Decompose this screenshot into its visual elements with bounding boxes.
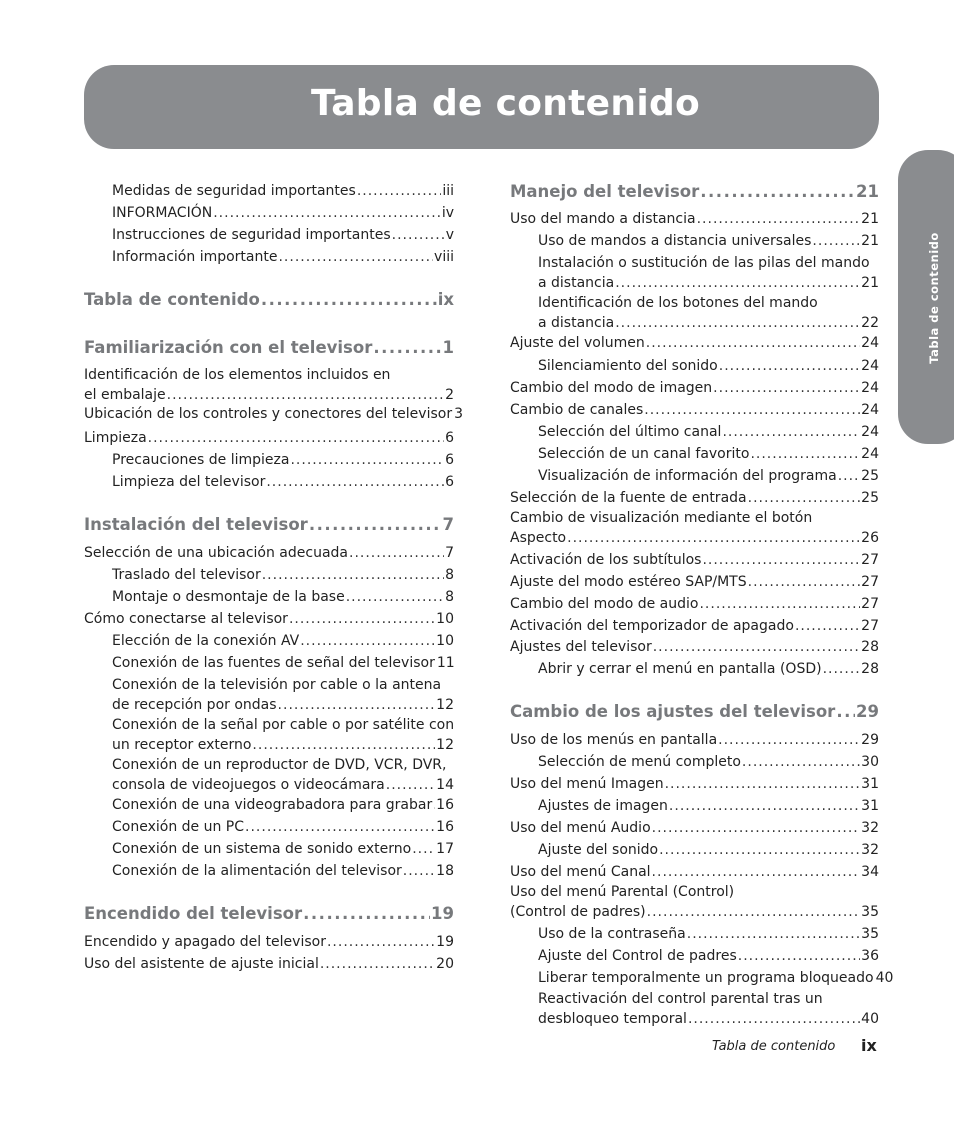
toc-entry[interactable] xyxy=(538,990,879,1029)
dot-leader xyxy=(738,947,860,967)
toc-entry-title: Selección de un canal favorito xyxy=(538,446,750,462)
toc-page-number: 6 xyxy=(445,452,454,468)
toc-entry-title: Conexión de la señal por cable o por satélite con xyxy=(112,717,455,733)
toc-entry-title: Uso de los menús en pantalla xyxy=(510,732,718,748)
toc-page-number: 2 xyxy=(445,386,454,403)
toc-page-number: 31 xyxy=(861,776,879,792)
dot-leader xyxy=(261,290,437,310)
toc-entry[interactable] xyxy=(510,595,879,615)
toc-entry[interactable] xyxy=(510,775,879,795)
toc-entry-title: Ajuste del modo estéreo SAP/MTS xyxy=(510,574,747,590)
toc-entry-title: Ajuste del Control de padres xyxy=(538,948,737,964)
toc-entry-title: Familiarización con el televisor xyxy=(84,338,373,357)
toc-page-number: 40 xyxy=(861,1010,879,1027)
toc-entry-title: Instrucciones de seguridad importantes xyxy=(112,227,391,243)
toc-section-heading[interactable] xyxy=(84,515,454,535)
toc-entry-title: Instalación o sustitución de las pilas del mando xyxy=(538,255,870,271)
toc-entry-title: Cambio del modo de imagen xyxy=(510,380,713,396)
toc-page-number: 27 xyxy=(861,552,879,568)
dot-leader xyxy=(669,797,860,817)
toc-page-number: 40 xyxy=(875,970,894,986)
dot-leader xyxy=(748,489,861,509)
toc-page-number: 7 xyxy=(445,545,454,561)
toc-entry-title: INFORMACIÓN xyxy=(112,205,213,221)
toc-entry[interactable] xyxy=(112,676,454,715)
dot-leader xyxy=(659,841,860,861)
toc-entry[interactable] xyxy=(84,366,454,405)
dot-leader xyxy=(722,423,860,443)
toc-page-number: iv xyxy=(441,205,454,221)
toc-entry[interactable] xyxy=(112,451,454,471)
dot-leader xyxy=(320,955,435,975)
toc-entry-title-continued: un receptor externo xyxy=(112,736,252,753)
toc-page-number: 6 xyxy=(445,474,454,490)
dot-leader xyxy=(346,588,444,608)
dot-leader xyxy=(748,573,861,593)
toc-entry-title: Medidas de seguridad importantes xyxy=(112,183,356,199)
toc-entry-title: Uso de mandos a distancia universales xyxy=(538,233,812,249)
toc-entry[interactable] xyxy=(112,182,454,202)
toc-entry-title: Ajustes de imagen xyxy=(538,798,668,814)
toc-page-number: 25 xyxy=(861,490,879,506)
footer-page-number: ix xyxy=(861,1036,877,1055)
toc-entry-title: Traslado del televisor xyxy=(112,567,261,583)
toc-entry-title: Selección de menú completo xyxy=(538,754,741,770)
toc-page-number: 35 xyxy=(861,926,879,942)
toc-entry-title: Montaje o desmontaje de la base xyxy=(112,589,345,605)
dot-leader xyxy=(262,566,444,586)
dot-leader xyxy=(652,863,861,883)
toc-entry-title: Información importante xyxy=(112,249,278,265)
toc-page-number: 3 xyxy=(454,406,464,422)
dot-leader xyxy=(290,451,444,471)
toc-entry[interactable] xyxy=(84,933,454,953)
toc-page-number: 21 xyxy=(861,274,879,291)
dot-leader xyxy=(386,776,435,796)
toc-entry-title: Selección del último canal xyxy=(538,424,722,440)
toc-entry-title: Identificación de los elementos incluidos en xyxy=(84,367,391,383)
toc-entry[interactable] xyxy=(538,467,879,487)
toc-entry[interactable] xyxy=(112,226,454,246)
dot-leader xyxy=(615,314,860,334)
dot-leader xyxy=(213,204,441,224)
toc-entry-title: Uso del menú Imagen xyxy=(510,776,664,792)
dot-leader xyxy=(309,515,442,535)
dot-leader xyxy=(252,736,435,756)
side-section-tab xyxy=(898,150,954,444)
dot-leader xyxy=(688,1010,860,1030)
toc-entry-title: Limpieza del televisor xyxy=(112,474,266,490)
toc-page-number: 28 xyxy=(861,661,879,677)
toc-entry-title: Conexión de las fuentes de señal del televisor xyxy=(112,655,435,671)
toc-entry[interactable] xyxy=(510,617,879,637)
toc-page-number: 14 xyxy=(436,776,454,793)
dot-leader xyxy=(357,182,442,202)
toc-entry[interactable] xyxy=(510,863,879,883)
toc-entry[interactable] xyxy=(84,955,454,975)
toc-entry[interactable] xyxy=(510,379,879,399)
dot-leader xyxy=(647,903,861,923)
toc-entry-title: Conexión de una videograbadora para grabar xyxy=(112,797,433,813)
toc-entry-title: Uso del menú Parental (Control) xyxy=(510,884,735,900)
toc-entry[interactable] xyxy=(112,204,454,224)
toc-page-number: 10 xyxy=(436,633,454,649)
toc-entry-title: Activación del temporizador de apagado xyxy=(510,618,794,634)
toc-entry[interactable] xyxy=(538,445,879,465)
dot-leader xyxy=(327,933,435,953)
toc-section-heading[interactable] xyxy=(84,904,454,924)
toc-page-number: 16 xyxy=(436,797,454,813)
toc-entry-title: Encendido del televisor xyxy=(84,904,303,923)
toc-entry[interactable] xyxy=(84,429,454,449)
toc-page-number: 24 xyxy=(861,446,879,462)
dot-leader xyxy=(245,818,435,838)
toc-page-number: 26 xyxy=(861,529,879,546)
toc-entry-title: Tabla de contenido xyxy=(84,290,260,309)
toc-entry[interactable] xyxy=(538,423,879,443)
toc-entry-title: Cambio de canales xyxy=(510,402,644,418)
toc-entry[interactable] xyxy=(84,544,454,564)
toc-entry-title-continued: a distancia xyxy=(538,314,615,331)
toc-entry-title: Conexión de la alimentación del televisor xyxy=(112,863,402,879)
dot-leader xyxy=(702,551,860,571)
toc-entry[interactable] xyxy=(538,294,879,333)
toc-entry-title: Ajustes del televisor xyxy=(510,639,652,655)
toc-entry-title-continued: Aspecto xyxy=(510,529,567,546)
toc-entry-title-continued: (Control de padres) xyxy=(510,903,646,920)
toc-section-heading[interactable] xyxy=(84,338,454,358)
dot-leader xyxy=(742,753,860,773)
toc-entry-title-continued: a distancia xyxy=(538,274,615,291)
toc-entry-title: Activación de los subtítulos xyxy=(510,552,702,568)
toc-entry[interactable] xyxy=(112,632,454,652)
toc-section-heading[interactable] xyxy=(510,702,879,722)
dot-leader xyxy=(823,660,861,680)
toc-page-number: 34 xyxy=(861,864,879,880)
toc-entry[interactable] xyxy=(112,862,454,882)
dot-leader xyxy=(718,731,860,751)
toc-entry-title-continued: el embalaje xyxy=(84,386,166,403)
toc-entry[interactable] xyxy=(112,654,454,674)
toc-page-number: 22 xyxy=(861,314,879,331)
toc-entry[interactable] xyxy=(510,819,879,839)
toc-page-number: 28 xyxy=(861,639,879,655)
toc-entry-title: Manejo del televisor xyxy=(510,182,700,201)
footer-section-title: Tabla de contenido xyxy=(712,1039,836,1054)
toc-page-number: 24 xyxy=(861,335,879,351)
toc-entry[interactable] xyxy=(112,588,454,608)
toc-entry-title-continued: de recepción por ondas xyxy=(112,696,277,713)
dot-leader xyxy=(699,595,860,615)
toc-entry-title: Conexión de la televisión por cable o la antena xyxy=(112,677,442,693)
toc-entry[interactable] xyxy=(112,840,454,860)
toc-entry[interactable] xyxy=(510,551,879,571)
dot-leader xyxy=(403,862,435,882)
toc-page-number: 19 xyxy=(436,934,454,950)
dot-leader xyxy=(392,226,445,246)
toc-page-number: 27 xyxy=(861,618,879,634)
toc-page-number: 27 xyxy=(861,574,879,590)
toc-page-number: 7 xyxy=(442,515,454,534)
toc-entry[interactable] xyxy=(84,610,454,630)
toc-page-number: viii xyxy=(434,249,454,265)
toc-entry-title: Selección de la fuente de entrada xyxy=(510,490,747,506)
toc-entry[interactable] xyxy=(538,753,879,773)
toc-entry-title: Reactivación del control parental tras un xyxy=(538,991,823,1007)
dot-leader xyxy=(644,401,860,421)
dot-leader xyxy=(812,232,860,252)
dot-leader xyxy=(615,274,860,294)
toc-section-heading[interactable] xyxy=(84,290,454,310)
dot-leader xyxy=(300,632,435,652)
toc-entry[interactable] xyxy=(510,638,879,658)
toc-entry-title: Liberar temporalmente un programa bloqueado xyxy=(538,970,874,986)
toc-entry-title: Elección de la conexión AV xyxy=(112,633,300,649)
toc-entry[interactable] xyxy=(538,357,879,377)
dot-leader xyxy=(646,334,860,354)
toc-entry-title: Precauciones de limpieza xyxy=(112,452,290,468)
toc-page-number: 21 xyxy=(856,182,879,201)
toc-page-number: 35 xyxy=(861,903,879,920)
dot-leader xyxy=(719,357,860,377)
toc-entry[interactable] xyxy=(538,947,879,967)
toc-entry-title: Cambio del modo de audio xyxy=(510,596,699,612)
dot-leader xyxy=(167,386,444,406)
toc-entry[interactable] xyxy=(538,797,879,817)
toc-entry-title: Conexión de un sistema de sonido externo xyxy=(112,841,412,857)
toc-page-number: 11 xyxy=(436,655,455,671)
toc-entry[interactable] xyxy=(510,883,879,922)
dot-leader xyxy=(567,529,860,549)
toc-page-number: iii xyxy=(442,183,454,199)
toc-page-number: 36 xyxy=(861,948,879,964)
toc-entry-title: Ajuste del volumen xyxy=(510,335,645,351)
toc-entry[interactable] xyxy=(538,841,879,861)
toc-page-number: 31 xyxy=(861,798,879,814)
toc-section-heading[interactable] xyxy=(510,182,879,202)
dot-leader xyxy=(303,904,430,924)
toc-page-number: 16 xyxy=(436,819,454,835)
toc-page-number: 12 xyxy=(436,696,454,713)
toc-entry-title-continued: desbloqueo temporal xyxy=(538,1010,687,1027)
toc-page-number: v xyxy=(445,227,454,243)
toc-page-number: 30 xyxy=(861,754,879,770)
toc-entry[interactable] xyxy=(112,716,454,755)
toc-entry[interactable] xyxy=(510,489,879,509)
dot-leader xyxy=(795,617,860,637)
toc-entry-title: Visualización de información del programa xyxy=(538,468,837,484)
toc-entry-title: Uso del menú Canal xyxy=(510,864,651,880)
toc-entry-title: Uso de la contraseña xyxy=(538,926,686,942)
toc-page-number: 20 xyxy=(436,956,454,972)
toc-entry[interactable] xyxy=(112,796,454,816)
dot-leader xyxy=(433,796,435,816)
toc-entry[interactable] xyxy=(510,573,879,593)
dot-leader xyxy=(278,248,433,268)
toc-page-number: 27 xyxy=(861,596,879,612)
toc-entry[interactable] xyxy=(538,925,879,945)
dot-leader xyxy=(687,925,860,945)
toc-page-number: 32 xyxy=(861,842,879,858)
toc-entry[interactable] xyxy=(510,509,879,548)
dot-leader xyxy=(700,182,855,202)
dot-leader xyxy=(665,775,861,795)
toc-entry-title: Cómo conectarse al televisor xyxy=(84,611,288,627)
toc-page-number: 17 xyxy=(436,841,454,857)
toc-page-number: ix xyxy=(437,290,454,309)
dot-leader xyxy=(289,610,435,630)
toc-entry[interactable] xyxy=(112,248,454,268)
toc-page-number: 8 xyxy=(445,567,454,583)
toc-entry-title: Uso del menú Audio xyxy=(510,820,651,836)
dot-leader xyxy=(653,638,860,658)
toc-entry-title: Conexión de un reproductor de DVD, VCR, DVR, xyxy=(112,757,447,773)
toc-page-number: 29 xyxy=(856,702,879,721)
toc-page-number: 10 xyxy=(436,611,454,627)
toc-page-number: 19 xyxy=(431,904,454,923)
toc-entry-title: Uso del asistente de ajuste inicial xyxy=(84,956,319,972)
toc-page-number: 21 xyxy=(861,233,879,249)
dot-leader xyxy=(713,379,860,399)
toc-page-number: 18 xyxy=(436,863,454,879)
toc-page-number: 1 xyxy=(442,338,454,357)
toc-page-number: 12 xyxy=(436,736,454,753)
toc-page-number: 24 xyxy=(861,424,879,440)
toc-entry-title: Instalación del televisor xyxy=(84,515,308,534)
toc-entry[interactable] xyxy=(84,405,464,425)
toc-entry[interactable] xyxy=(510,731,879,751)
toc-entry[interactable] xyxy=(112,818,454,838)
toc-entry[interactable] xyxy=(510,334,879,354)
page-title: Tabla de contenido xyxy=(311,83,701,124)
toc-entry[interactable] xyxy=(112,566,454,586)
dot-leader xyxy=(278,696,436,716)
toc-page-number: 29 xyxy=(861,732,879,748)
dot-leader xyxy=(838,467,860,487)
dot-leader xyxy=(697,210,861,230)
toc-entry-title: Abrir y cerrar el menú en pantalla (OSD) xyxy=(538,661,822,677)
toc-entry-title: Ubicación de los controles y conectores del televisor xyxy=(84,406,453,422)
toc-entry-title: Silenciamiento del sonido xyxy=(538,358,718,374)
toc-page-number: 24 xyxy=(861,358,879,374)
toc-entry[interactable] xyxy=(510,210,879,230)
toc-entry-title: Limpieza xyxy=(84,430,147,446)
dot-leader xyxy=(412,840,435,860)
toc-page-number: 24 xyxy=(861,402,879,418)
toc-entry[interactable] xyxy=(538,254,879,293)
dot-leader xyxy=(373,338,441,358)
toc-entry[interactable] xyxy=(112,473,454,493)
toc-entry-title: Identificación de los botones del mando xyxy=(538,295,818,311)
toc-page-number: 32 xyxy=(861,820,879,836)
toc-entry-title: Cambio de los ajustes del televisor xyxy=(510,702,836,721)
toc-page-number: 6 xyxy=(445,430,454,446)
dot-leader xyxy=(148,429,444,449)
dot-leader xyxy=(750,445,860,465)
dot-leader xyxy=(652,819,861,839)
toc-entry-title: Uso del mando a distancia xyxy=(510,211,696,227)
dot-leader xyxy=(266,473,444,493)
dot-leader xyxy=(349,544,444,564)
toc-entry-title: Cambio de visualización mediante el botón xyxy=(510,510,813,526)
toc-entry-title: Encendido y apagado del televisor xyxy=(84,934,326,950)
toc-entry-title: Selección de una ubicación adecuada xyxy=(84,545,348,561)
toc-page-number: 24 xyxy=(861,380,879,396)
toc-entry[interactable] xyxy=(538,660,879,680)
toc-page-number: 25 xyxy=(861,468,879,484)
toc-entry[interactable] xyxy=(538,232,879,252)
side-tab-label: Tabla de contenido xyxy=(927,232,941,364)
toc-entry[interactable] xyxy=(538,969,894,989)
title-banner xyxy=(84,65,879,149)
toc-page-number: 8 xyxy=(445,589,454,605)
toc-entry-title: Conexión de un PC xyxy=(112,819,245,835)
toc-page-number: 21 xyxy=(861,211,879,227)
toc-entry[interactable] xyxy=(112,756,454,795)
toc-entry[interactable] xyxy=(510,401,879,421)
toc-entry-title: Ajuste del sonido xyxy=(538,842,659,858)
toc-entry-title-continued: consola de videojuegos o videocámara xyxy=(112,776,385,793)
dot-leader xyxy=(836,702,855,722)
